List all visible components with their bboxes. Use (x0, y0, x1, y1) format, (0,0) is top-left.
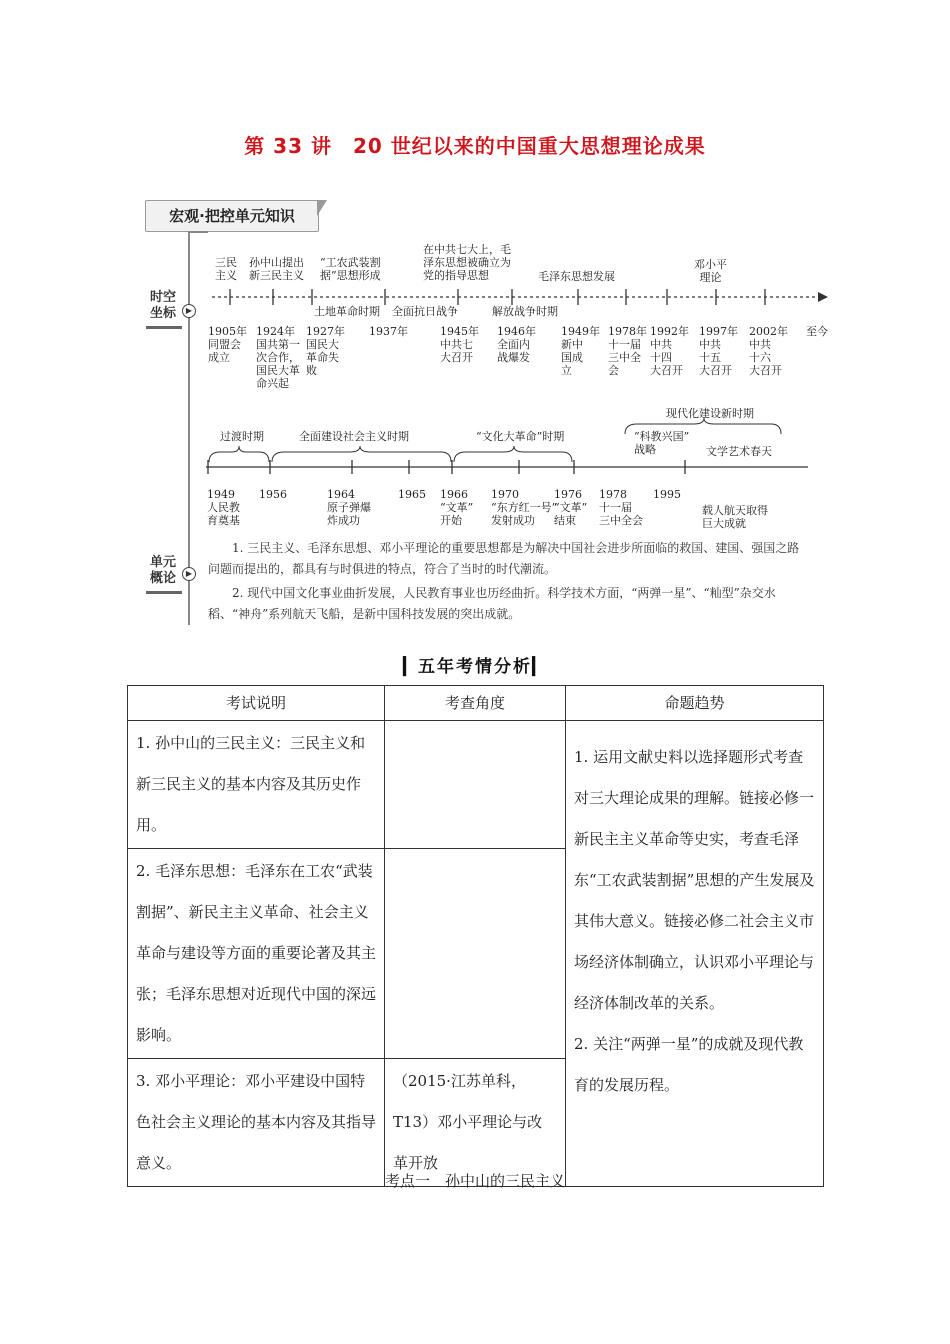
tl1-below-1949: 1949年 新中 国成 立 (561, 325, 600, 377)
tl2-period-construction: 全面建设社会主义时期 (299, 430, 409, 443)
tl2-below-1970: 1970 “东方红一号” 发射成功 (491, 488, 558, 527)
tl2-strategy: “科教兴国” 战略 (634, 430, 690, 456)
cell-desc-2: 2. 毛泽东思想：毛泽东在工农“武装割据”、新民主主义革命、社会主义革命与建设等方面的重要论著及其主张；毛泽东思想对近现代中国的深远影响。 (128, 849, 385, 1059)
side-label-timeline-2: 坐标 (149, 306, 176, 321)
tl2-below-1976: 1976 “文革” 结束 (554, 488, 588, 527)
tl1-below-1945: 1945年 中共七 大召开 (440, 325, 479, 364)
tl1-below-1978: 1978年 十一届 三中全 会 (608, 325, 647, 377)
table-row (128, 721, 824, 849)
tl2-period-transition: 过渡时期 (220, 430, 264, 443)
summary-paragraph-2: 2. 现代中国文化事业曲折发展，人民教育事业也历经曲折。科学技术方面，“两弹一星”、“籼型”杂交水稻、“神舟”系列航天飞船，是新中国科技发展的突出成就。 (208, 586, 776, 621)
header-trend: 命题趋势 (566, 686, 824, 721)
tl1-above-1: 三民 主义 (215, 256, 237, 282)
table-header-row (128, 686, 824, 721)
tl1-below-1927: 1927年 国民大 革命失 败 (306, 325, 345, 377)
header-angle: 考查角度 (385, 686, 566, 721)
tl1-above-2: 孙中山提出 新三民主义 (249, 256, 304, 282)
tl1-below-now: 至今 (806, 325, 828, 338)
tl1-above-5: 全面抗日战争 (392, 305, 458, 318)
cell-angle-3: （2015·江苏单科，T13）邓小平理论与改革开放 (385, 1059, 566, 1187)
cell-desc-3: 3. 邓小平理论：邓小平建设中国特色社会主义理论的基本内容及其指导意义。 (128, 1059, 385, 1187)
tl2-below-1956: 1956 (259, 488, 287, 501)
timeline1-arrowhead (818, 292, 828, 302)
tl1-below-1905: 1905年 同盟会 成立 (208, 325, 247, 364)
tl1-below-1924: 1924年 国共第一 次合作， 国民大革 命兴起 (256, 325, 300, 390)
tl1-below-1992: 1992年 中共 十四 大召开 (650, 325, 689, 377)
cell-desc-1: 1. 孙中山的三民主义：三民主义和新三民主义的基本内容及其历史作用。 (128, 721, 385, 849)
tl1-above-6: 在中共七大上，毛 泽东思想被确立为 党的指导思想 (423, 243, 511, 282)
tl1-above-9: 邓小平 理论 (694, 258, 727, 284)
play-arrow-icon: ▶ (182, 304, 196, 318)
tl2-culture-spring: 文学艺术春天 (706, 445, 772, 458)
tl1-below-1937: 1937年 (369, 325, 408, 338)
tl2-period-cultural: “文化大革命”时期 (476, 430, 565, 443)
tl1-above-7: 解放战争时期 (492, 305, 558, 318)
tl2-below-1995: 1995 (653, 488, 681, 501)
section-banner: 宏观·把控单元知识 (145, 200, 319, 232)
topic-heading: 考点一 孙中山的三民主义 (384, 1172, 565, 1190)
brace-cultural-revolution (454, 446, 572, 462)
tl2-below-space: 载人航天取得 巨大成就 (702, 504, 768, 530)
cell-trend: 1. 运用文献史料以选择题形式考查对三大理论成果的理解。链接必修一新民主主义革命等史实，考查毛泽东“工农武装割据”思想的产生发展及其伟大意义。链接必修二社会主义市场经济体制确立，认识邓小平理论与经济体制改革的关系。 2. 关注“两弹一星”的成就及现代教育的发展历程。 (566, 721, 824, 1187)
brace-full-construction (272, 446, 451, 462)
page-title: 第 33 讲 20 世纪以来的中国重大思想理论成果 (244, 134, 706, 158)
tl1-below-1946: 1946年 全面内 战爆发 (497, 325, 536, 364)
tl2-period-modernization: 现代化建设新时期 (666, 407, 754, 420)
cell-angle-1 (385, 721, 566, 849)
tl1-below-1997: 1997年 中共 十五 大召开 (699, 325, 738, 377)
play-arrow-icon: ▶ (182, 567, 196, 581)
side-label-summary-1: 单元 (149, 555, 176, 570)
exam-analysis-table (127, 685, 824, 1187)
tl2-below-1964: 1964 原子弹爆 炸成功 (327, 488, 371, 527)
tl2-below-1965: 1965 (398, 488, 426, 501)
tl2-below-1978: 1978 十一届 三中全会 (599, 488, 643, 527)
tl1-below-2002: 2002年 中共 十六 大召开 (749, 325, 788, 377)
brace-transition (209, 446, 269, 462)
side-label-timeline-1: 时空 (149, 290, 176, 305)
cell-angle-2 (385, 849, 566, 1059)
section-heading: ▎五年考情分析▎ (402, 657, 548, 677)
side-label-summary-2: 概论 (149, 571, 176, 586)
header-exam-description: 考试说明 (128, 686, 385, 721)
tl2-below-1966: 1966 “文革” 开始 (440, 488, 474, 527)
summary-paragraph-1: 1. 三民主义、毛泽东思想、邓小平理论的重要思想都是为解决中国社会进步所面临的救国、建国、强国之路问题而提出的，都具有与时俱进的特点，符合了当时的时代潮流。 (208, 541, 800, 576)
tl1-above-8: 毛泽东思想发展 (538, 270, 615, 283)
tl2-below-1949: 1949 人民教 育奠基 (207, 488, 240, 527)
tl1-above-3: “工农武装割 据”思想形成 (320, 256, 381, 282)
tl1-above-4: 土地革命时期 (314, 305, 380, 318)
